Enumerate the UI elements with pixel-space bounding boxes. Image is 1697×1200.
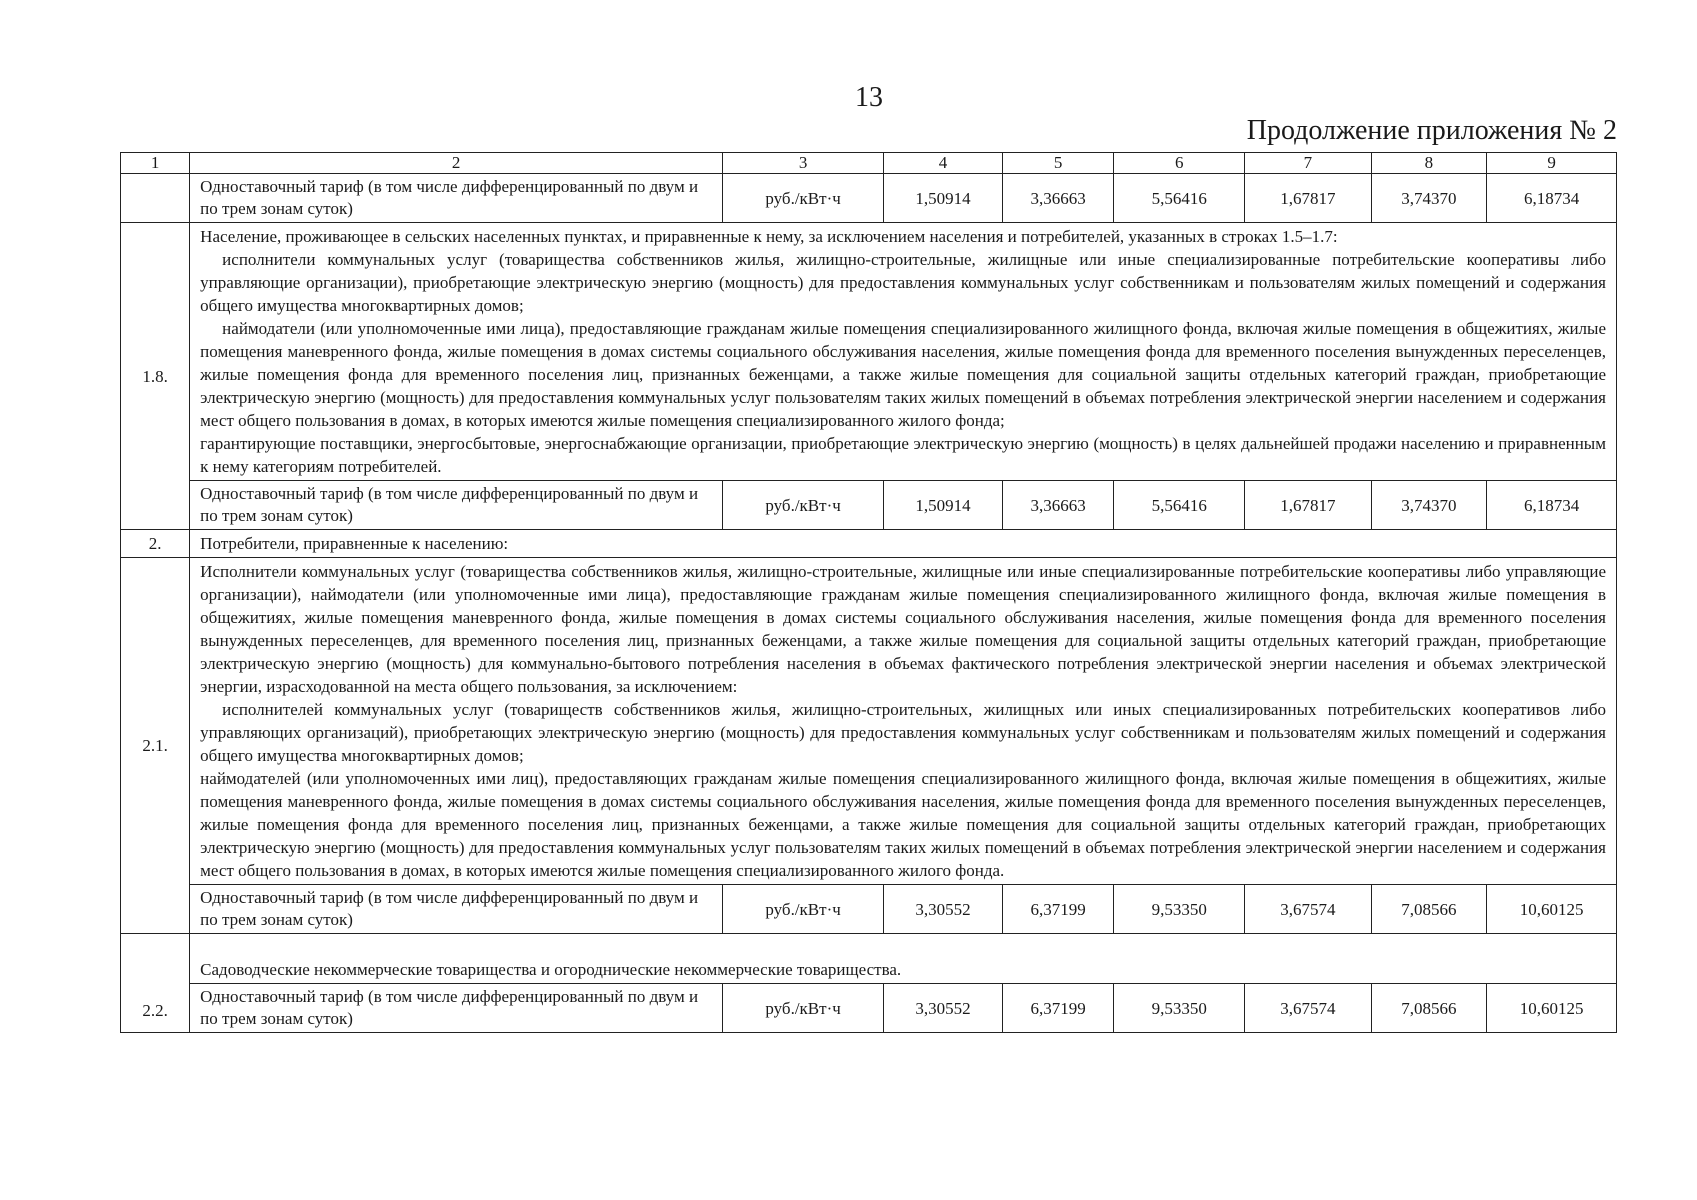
value-cell: 3,36663: [1003, 174, 1114, 223]
tariff-label: Одноставочный тариф (в том числе дифференцированный по двум и по трем зонам суток): [190, 984, 723, 1033]
column-header: 5: [1003, 153, 1114, 174]
value-cell: 7,08566: [1371, 984, 1487, 1033]
value-cell: 6,37199: [1003, 885, 1114, 934]
paragraph: Население, проживающее в сельских населенных пунктах, и приравненные к нему, за исключением населения и потребителей, указанных в строках 1.5–1.7:: [200, 227, 1338, 246]
appendix-continuation-title: Продолжение приложения № 2: [1246, 115, 1617, 146]
value-cell: 1,50914: [884, 481, 1003, 530]
column-header: 2: [190, 153, 723, 174]
row-number: 2.: [121, 530, 190, 558]
table-row: [121, 934, 1617, 984]
row-description: Потребители, приравненные к населению:: [190, 530, 1617, 558]
tariff-label: Одноставочный тариф (в том числе дифференцированный по двум и по трем зонам суток): [190, 174, 723, 223]
value-cell: 5,56416: [1114, 174, 1245, 223]
column-header: 3: [723, 153, 884, 174]
column-header: 8: [1371, 153, 1487, 174]
paragraph: Исполнители коммунальных услуг (товарищества собственников жилья, жилищно-строительные, жилищные или иные специализированные потребительские кооперативы либо управляющие организации), наймодатели (или уполномоченные ими лица), предоставляющие гражданам жилые помещения специализированного жилищного фонда, включая жилые помещения в общежитиях, жилые помещения маневренного фонда, жилые помещения в домах системы социального обслуживания населения, жилые помещения фонда для временного поселения вынужденных переселенцев, для временного поселения лиц, признанных беженцами, а также жилые помещения для социальной защиты отдельных категорий граждан, приобретающие электрическую энергию (мощность) для коммунально-бытового потребления населения в объемах фактического потребления электрической энергии населения и объемах электрической энергии, израсходованной на места общего пользования, за исключением:: [200, 562, 1606, 696]
value-cell: 9,53350: [1114, 984, 1245, 1033]
table-row: [121, 481, 1617, 530]
row-number: 2.2.: [121, 934, 190, 1033]
column-header: 7: [1245, 153, 1371, 174]
value-cell: 6,37199: [1003, 984, 1114, 1033]
value-cell: 1,67817: [1245, 174, 1371, 223]
tariff-label: Одноставочный тариф (в том числе дифференцированный по двум и по трем зонам суток): [190, 481, 723, 530]
table-row: [121, 984, 1617, 1033]
column-header: 1: [121, 153, 190, 174]
value-cell: 5,56416: [1114, 481, 1245, 530]
row-description: [190, 558, 1617, 885]
value-cell: 10,60125: [1487, 984, 1617, 1033]
table-row: [121, 223, 1617, 481]
value-cell: 1,67817: [1245, 481, 1371, 530]
value-cell: 10,60125: [1487, 885, 1617, 934]
row-number: 1.8.: [121, 223, 190, 530]
table-row: [121, 885, 1617, 934]
unit-cell: руб./кВт·ч: [723, 174, 884, 223]
value-cell: 3,74370: [1371, 174, 1487, 223]
column-header: 4: [884, 153, 1003, 174]
table-row: [121, 174, 1617, 223]
paragraph: наймодателей (или уполномоченных ими лиц), предоставляющих гражданам жилые помещения специализированного жилищного фонда, включая жилые помещения в общежитиях, жилые помещения маневренного фонда, жилые помещения в домах системы социального обслуживания населения, жилые помещения фонда для временного поселения вынужденных переселенцев, жилые помещения фонда для временного поселения лиц, признанных беженцами, а также жилые помещения для социальной защиты отдельных категорий граждан, приобретающих электрическую энергию (мощность) для предоставления коммунальных услуг пользователям таких жилых помещений в объемах потребления электрической энергии населением и содержания мест общего пользования в домах, в которых имеются жилые помещения специализированного жилого фонда.: [200, 769, 1606, 880]
value-cell: 3,67574: [1245, 984, 1371, 1033]
value-cell: 7,08566: [1371, 885, 1487, 934]
row-description: [190, 223, 1617, 481]
value-cell: 6,18734: [1487, 481, 1617, 530]
paragraph: исполнителей коммунальных услуг (товариществ собственников жилья, жилищно-строительных, жилищных или иных специализированных потребительских кооперативов либо управляющих организаций), приобретающих электрическую энергию (мощность) для предоставления коммунальных услуг собственникам и пользователям жилых помещений и содержания общего имущества многоквартирных домов;: [200, 700, 1606, 765]
column-header: 9: [1487, 153, 1617, 174]
paragraph: наймодатели (или уполномоченные ими лица), предоставляющие гражданам жилые помещения специализированного жилищного фонда, включая жилые помещения в общежитиях, жилые помещения маневренного фонда, жилые помещения в домах системы социального обслуживания населения, жилые помещения фонда для временного поселения вынужденных переселенцев, жилые помещения фонда для временного поселения лиц, признанных беженцами, а также жилые помещения для социальной защиты отдельных категорий граждан, приобретающие электрическую энергию (мощность) для предоставления коммунальных услуг пользователям таких жилых помещений в объемах потребления электрической энергии населением и содержания мест общего пользования в домах, в которых имеются жилые помещения специализированного жилого фонда;: [200, 319, 1606, 430]
value-cell: 9,53350: [1114, 885, 1245, 934]
tariff-table: [120, 152, 1617, 1033]
column-number-row: [121, 153, 1617, 174]
table-row: [121, 530, 1617, 558]
value-cell: 3,74370: [1371, 481, 1487, 530]
unit-cell: руб./кВт·ч: [723, 984, 884, 1033]
row-number: [121, 174, 190, 223]
row-number: 2.1.: [121, 558, 190, 934]
unit-cell: руб./кВт·ч: [723, 481, 884, 530]
value-cell: 3,67574: [1245, 885, 1371, 934]
value-cell: 3,30552: [884, 984, 1003, 1033]
column-header: 6: [1114, 153, 1245, 174]
value-cell: 3,36663: [1003, 481, 1114, 530]
paragraph: гарантирующие поставщики, энергосбытовые, энергоснабжающие организации, приобретающие электрическую энергию (мощность) в целях дальнейшей продажи населению и приравненным к нему категориям потребителей.: [200, 434, 1606, 476]
value-cell: 3,30552: [884, 885, 1003, 934]
table-row: [121, 558, 1617, 885]
paragraph: исполнители коммунальных услуг (товарищества собственников жилья, жилищно-строительные, жилищные или иные специализированные потребительские кооперативы либо управляющие организации), приобретающие электрическую энергию (мощность) для предоставления коммунальных услуг собственникам и пользователям жилых помещений и содержания общего имущества многоквартирных домов;: [200, 250, 1606, 315]
value-cell: 6,18734: [1487, 174, 1617, 223]
page-number: 13: [855, 82, 883, 113]
row-description: Садоводческие некоммерческие товарищества и огороднические некоммерческие товарищества.: [190, 934, 1617, 984]
unit-cell: руб./кВт·ч: [723, 885, 884, 934]
value-cell: 1,50914: [884, 174, 1003, 223]
tariff-label: Одноставочный тариф (в том числе дифференцированный по двум и по трем зонам суток): [190, 885, 723, 934]
